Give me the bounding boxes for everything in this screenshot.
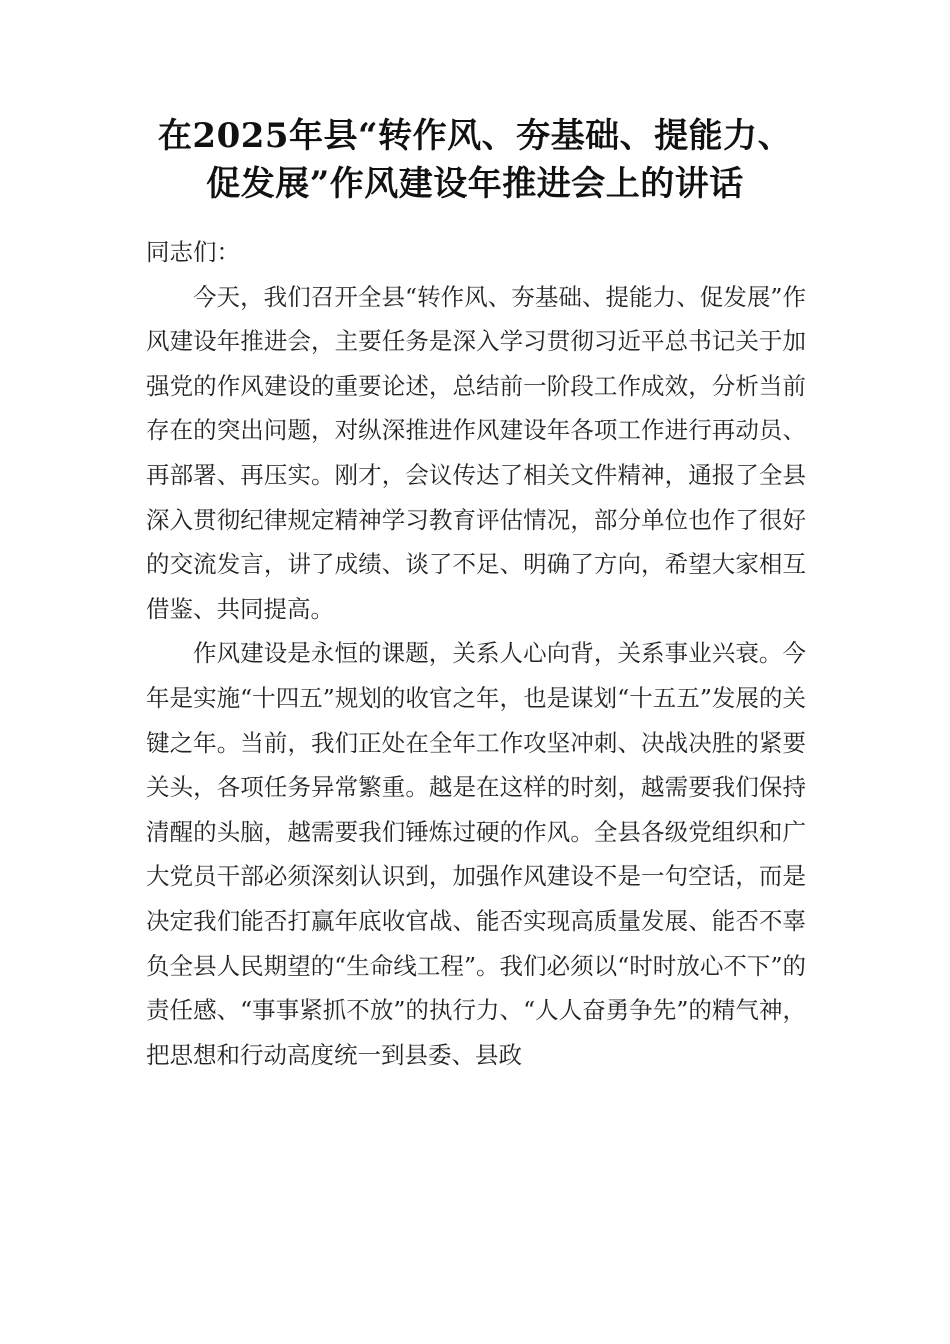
paragraph-1: 今天，我们召开全县“转作风、夯基础、提能力、促发展”作风建设年推进会，主要任务是深入学习贯彻习近平总书记关于加强党的作风建设的重要论述，总结前一阶段工作成效，分析当前存在的突出问题，对纵深推进作风建设年各项工作进行再动员、再部署、再压实。刚才，会议传达了相关文件精神，通报了全县深入贯彻纪律规定精神学习教育评估情况，部分单位也作了很好的交流发言，讲了成绩、谈了不足、明确了方向，希望大家相互借鉴、共同提高。 [146, 282, 806, 623]
document-title [120, 112, 830, 208]
title-line-1: 在2025年县“转作风、夯基础、提能力、 [157, 116, 793, 156]
document-body [146, 230, 806, 1077]
salutation: 同志们： [146, 238, 240, 266]
paragraph-2: 作风建设是永恒的课题，关系人心向背，关系事业兴衰。今年是实施“十四五”规划的收官之年，也是谋划“十五五”发展的关键之年。当前，我们正处在全年工作攻坚冲刺、决战决胜的紧要关头，各项任务异常繁重。越是在这样的时刻，越需要我们保持清醒的头脑，越需要我们锤炼过硬的作风。全县各级党组织和广大党员干部必须深刻认识到，加强作风建设不是一句空话，而是决定我们能否打赢年底收官战、能否实现高质量发展、能否不辜负全县人民期望的“生命线工程”。我们必须以“时时放心不下”的责任感、“事事紧抓不放”的执行力、“人人奋勇争先”的精气神，把思想和行动高度统一到县委、县政 [146, 639, 806, 1069]
title-line-2: 促发展”作风建设年推进会上的讲话 [206, 164, 744, 204]
